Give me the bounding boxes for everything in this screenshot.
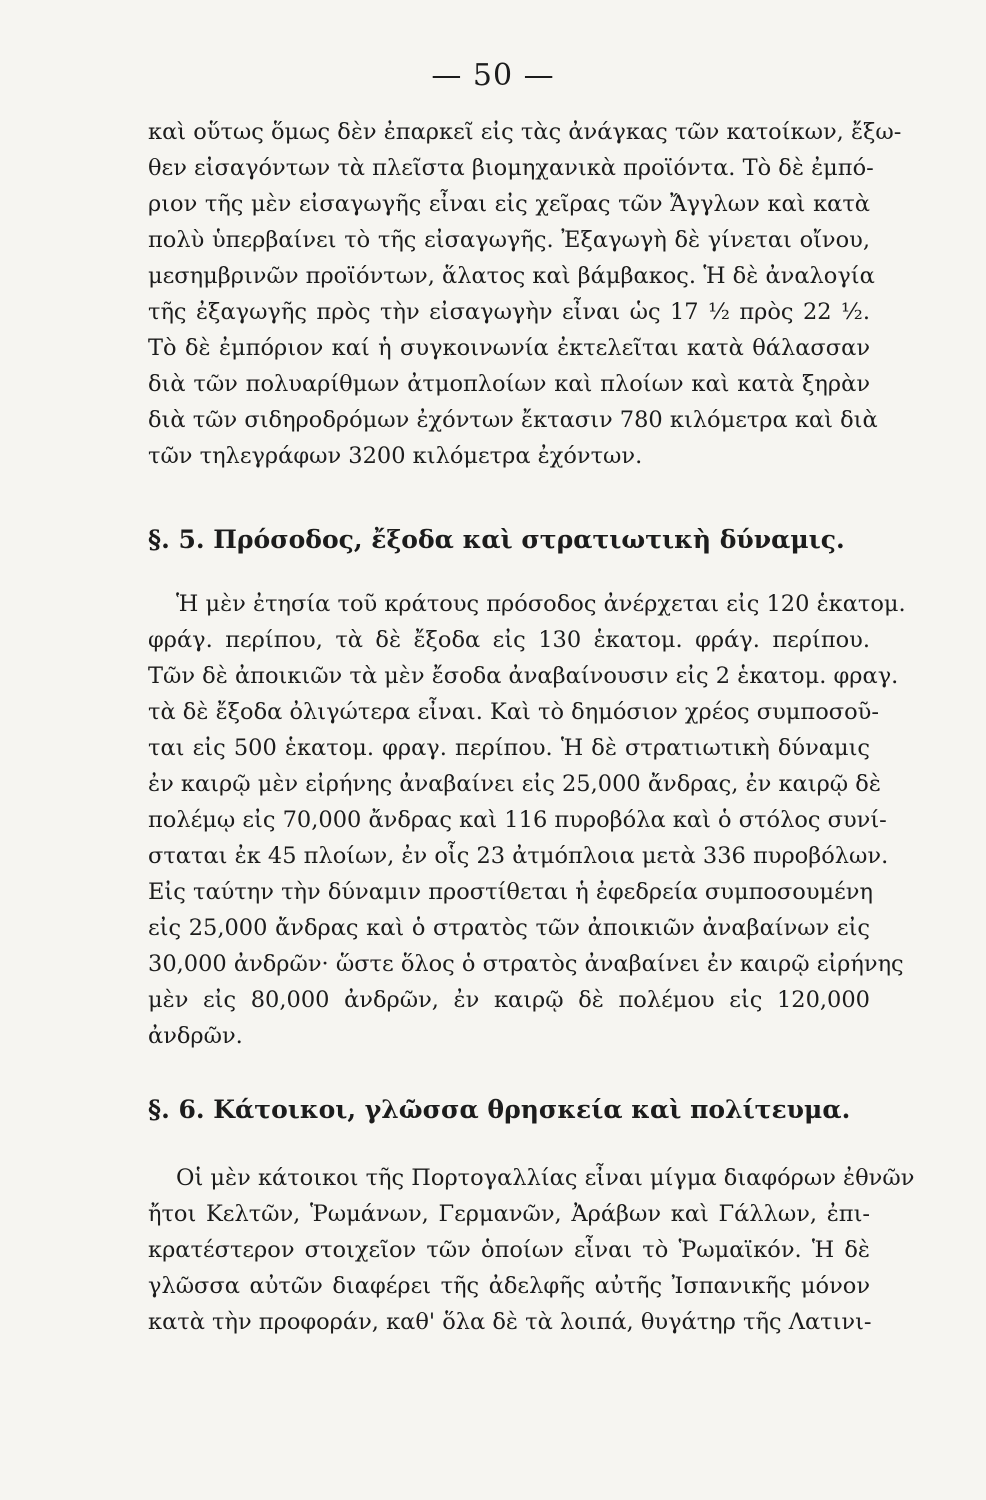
- section-5-heading: §. 5. Πρόσοδος, ἔξοδα καὶ στρατιωτικὴ δύναμις.: [148, 525, 845, 554]
- text-line: εἰς 25,000 ἄνδρας καὶ ὁ στρατὸς τῶν ἀποικιῶν ἀναβαίνων εἰς: [148, 915, 870, 941]
- text-line: κατὰ τὴν προφοράν, καθ' ὅλα δὲ τὰ λοιπά, θυγάτηρ τῆς Λατινι-: [148, 1309, 872, 1335]
- section-6-heading: §. 6. Κάτοικοι, γλῶσσα θρησκεία καὶ πολίτευμα.: [148, 1095, 851, 1124]
- text-line: διὰ τῶν σιδηροδρόμων ἐχόντων ἔκτασιν 780 κιλόμετρα καὶ διὰ: [148, 407, 878, 433]
- paragraph-trade: [148, 114, 902, 474]
- text-line: ἤτοι Κελτῶν, Ῥωμάνων, Γερμανῶν, Ἀράβων καὶ Γάλλων, ἐπι-: [148, 1201, 870, 1227]
- text-line: τῶν τηλεγράφων 3200 κιλόμετρα ἐχόντων.: [148, 443, 643, 469]
- page-number: — 50 —: [431, 58, 555, 93]
- text-line: Οἱ μὲν κάτοικοι τῆς Πορτογαλλίας εἶναι μίγμα διαφόρων ἐθνῶν: [176, 1165, 915, 1191]
- text-line: μὲν εἰς 80,000 ἀνδρῶν, ἐν καιρῷ δὲ πολέμου εἰς 120,000: [148, 987, 870, 1013]
- text-line: Ἡ μὲν ἐτησία τοῦ κράτους πρόσοδος ἀνέρχεται εἰς 120 ἑκατομ.: [176, 591, 906, 617]
- text-line: Τῶν δὲ ἀποικιῶν τὰ μὲν ἔσοδα ἀναβαίνουσιν εἰς 2 ἑκατομ. φραγ.: [148, 663, 899, 689]
- text-line: τῆς ἐξαγωγῆς πρὸς τὴν εἰσαγωγὴν εἶναι ὡς 17 ½ πρὸς 22 ½.: [148, 299, 870, 325]
- paragraph-revenue-military: [148, 586, 906, 1054]
- paragraph-inhabitants: [148, 1160, 915, 1340]
- text-line: ἀνδρῶν.: [148, 1023, 243, 1049]
- text-line: διὰ τῶν πολυαρίθμων ἀτμοπλοίων καὶ πλοίων καὶ κατὰ ξηρὰν: [148, 371, 870, 397]
- text-line: Τὸ δὲ ἐμπόριον καί ἡ συγκοινωνία ἐκτελεῖται κατὰ θάλασσαν: [148, 335, 870, 361]
- text-line: φράγ. περίπου, τὰ δὲ ἔξοδα εἰς 130 ἑκατομ. φράγ. περίπου.: [148, 627, 870, 653]
- text-line: θεν εἰσαγόντων τὰ πλεῖστα βιομηχανικὰ προϊόντα. Τὸ δὲ ἐμπό-: [148, 155, 874, 181]
- text-line: καὶ οὕτως ὅμως δὲν ἐπαρκεῖ εἰς τὰς ἀνάγκας τῶν κατοίκων, ἔξω-: [148, 119, 902, 145]
- text-line: γλῶσσα αὐτῶν διαφέρει τῆς ἀδελφῆς αὐτῆς Ἰσπανικῆς μόνον: [148, 1273, 870, 1299]
- text-line: κρατέστερον στοιχεῖον τῶν ὁποίων εἶναι τὸ Ῥωμαϊκόν. Ἡ δὲ: [148, 1237, 870, 1263]
- text-line: ται εἰς 500 ἑκατομ. φραγ. περίπου. Ἡ δὲ στρατιωτικὴ δύναμις: [148, 735, 870, 761]
- text-line: πολὺ ὑπερβαίνει τὸ τῆς εἰσαγωγῆς. Ἐξαγωγὴ δὲ γίνεται οἴνου,: [148, 227, 870, 253]
- text-line: πολέμῳ εἰς 70,000 ἄνδρας καὶ 116 πυροβόλα καὶ ὁ στόλος συνί-: [148, 807, 887, 833]
- text-line: ἐν καιρῷ μὲν εἰρήνης ἀναβαίνει εἰς 25,000 ἄνδρας, ἐν καιρῷ δὲ: [148, 771, 881, 797]
- text-line: Εἰς ταύτην τὴν δύναμιν προστίθεται ἡ ἐφεδρεία συμποσουμένη: [148, 879, 873, 905]
- text-line: 30,000 ἀνδρῶν· ὥστε ὅλος ὁ στρατὸς ἀναβαίνει ἐν καιρῷ εἰρήνης: [148, 951, 904, 977]
- text-line: τὰ δὲ ἔξοδα ὀλιγώτερα εἶναι. Καὶ τὸ δημόσιον χρέος συμποσοῦ-: [148, 699, 879, 725]
- text-line: ριον τῆς μὲν εἰσαγωγῆς εἶναι εἰς χεῖρας τῶν Ἄγγλων καὶ κατὰ: [148, 191, 870, 217]
- text-line: μεσημβρινῶν προϊόντων, ἅλατος καὶ βάμβακος. Ἡ δὲ ἀναλογία: [148, 263, 875, 289]
- text-line: σταται ἐκ 45 πλοίων, ἐν οἷς 23 ἀτμόπλοια μετὰ 336 πυροβόλων.: [148, 843, 889, 869]
